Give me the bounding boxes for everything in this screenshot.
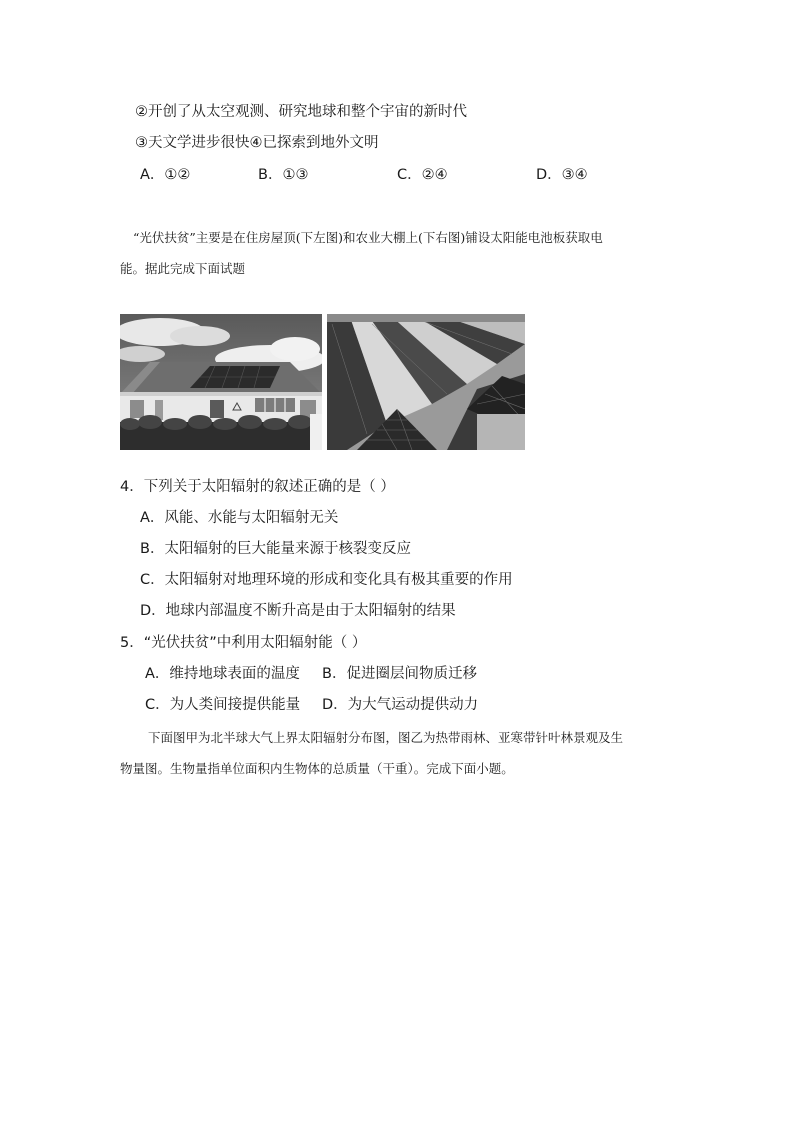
- q4-option-a: A．风能、水能与太阳辐射无关: [140, 510, 339, 526]
- q5-option-d: D．为大气运动提供动力: [322, 697, 479, 713]
- q5-option-a: A．维持地球表面的温度: [145, 666, 300, 682]
- intro2-paragraph-line-1: 下面图甲为北半球大气上界太阳辐射分布图，图乙为热带雨林、亚寒带针叶林景观及生: [148, 730, 624, 745]
- q5-option-c: C．为人类间接提供能量: [145, 697, 301, 713]
- q5-stem: 5．“光伏扶贫”中利用太阳辐射能（ ）: [120, 635, 367, 651]
- intro-paragraph-line-2: 能。据此完成下面试题: [120, 261, 246, 276]
- intro-paragraph-line-1: “光伏扶贫”主要是在住房屋顶(下左图)和农业大棚上(下右图)铺设太阳能电池板获取电: [133, 230, 603, 245]
- q5-option-b: B．促进圈层间物质迁移: [322, 666, 477, 682]
- q4-option-c: C．太阳辐射对地理环境的形成和变化具有极其重要的作用: [140, 572, 513, 588]
- q4-option-b: B．太阳辐射的巨大能量来源于核裂变反应: [140, 541, 411, 557]
- intro2-paragraph-line-2: 物量图。生物量指单位面积内生物体的总质量（干重）。完成下面小题。: [120, 761, 514, 776]
- greenhouse-solar-panel-photo: [327, 314, 525, 450]
- house-solar-roof-photo: [120, 314, 322, 450]
- q4-option-d: D．地球内部温度不断升高是由于太阳辐射的结果: [140, 603, 456, 619]
- statement-3-4-line: ③天文学进步很快④已探索到地外文明: [135, 135, 379, 151]
- q3-option-c: C．②④: [397, 167, 448, 183]
- q4-stem: 4．下列关于太阳辐射的叙述正确的是（ ）: [120, 479, 395, 495]
- q3-option-d: D．③④: [536, 167, 588, 183]
- statement-2-3-line: ②开创了从太空观测、研究地球和整个宇宙的新时代: [135, 104, 467, 120]
- q3-option-b: B．①③: [258, 167, 309, 183]
- q3-option-a: A．①②: [140, 167, 191, 183]
